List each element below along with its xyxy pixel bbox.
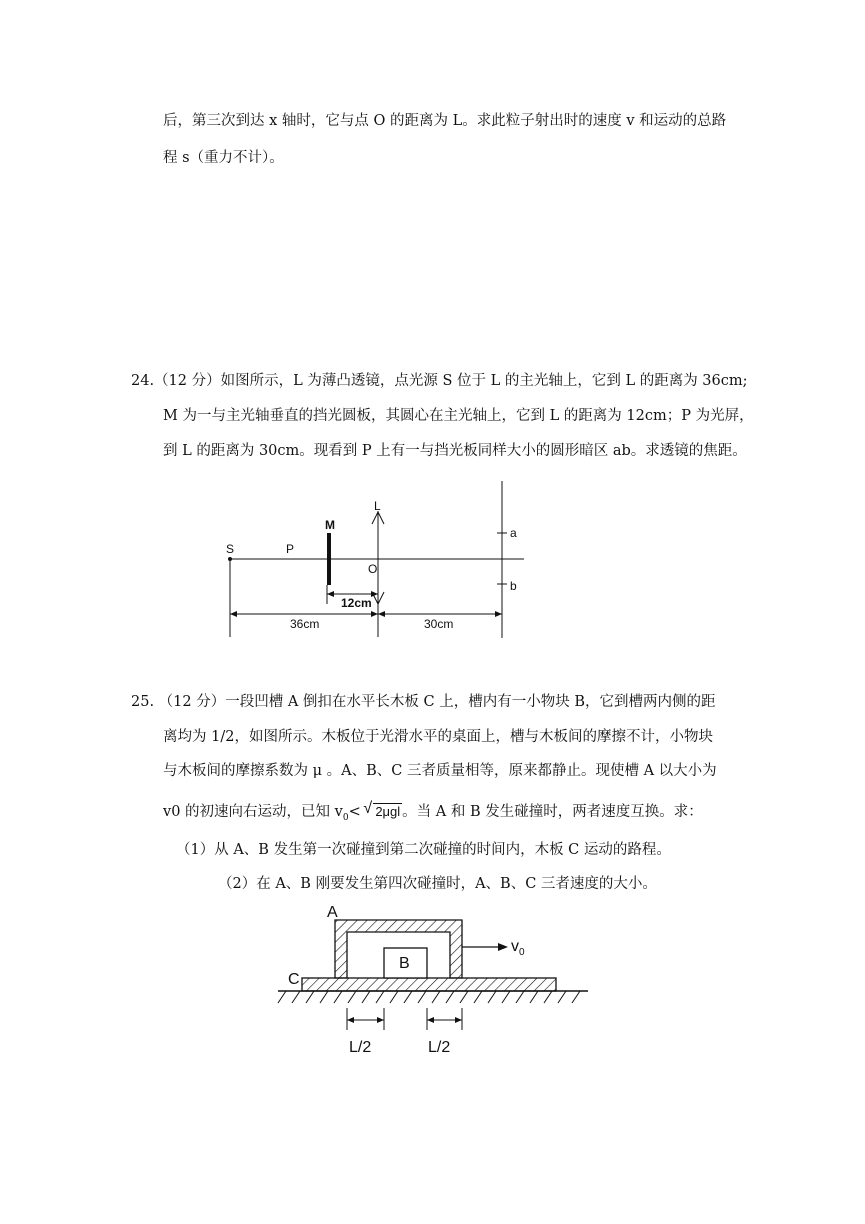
velocity-arrow-head xyxy=(498,943,508,951)
problem-24-line-1: 24.（12 分）如图所示，L 为薄凸透镜，点光源 S 位于 L 的主光轴上，它到 L 的距离为 36cm; xyxy=(131,373,748,389)
label-dim-right: L/2 xyxy=(428,1039,451,1056)
problem-25-line-2: 离均为 1/2，如图所示。木板位于光滑水平的桌面上，槽与木板间的摩擦不计，小物块 xyxy=(163,729,713,745)
label-s: S xyxy=(226,542,235,556)
label-b-block: B xyxy=(399,955,410,972)
label-p: P xyxy=(286,542,295,556)
v0-subscript: 0 xyxy=(342,812,349,823)
ground-hatching xyxy=(278,991,580,1003)
label-12cm: 12cm xyxy=(341,596,372,610)
label-l: L xyxy=(374,499,381,513)
label-m: M xyxy=(325,518,335,532)
sqrt-expression: √ 2μgl xyxy=(363,800,401,819)
prev-problem-line-2: 程 s（重力不计）。 xyxy=(163,150,284,166)
problem-25-line-1: 25. （12 分）一段凹槽 A 倒扣在水平长木板 C 上，槽内有一小物块 B，它到槽两内侧的距 xyxy=(131,694,716,710)
board-c xyxy=(302,978,556,991)
label-a: a xyxy=(510,526,517,540)
label-36cm: 36cm xyxy=(290,617,320,631)
sqrt-sign-icon: √ xyxy=(363,800,373,817)
problem-24-line-2: M 为一与主光轴垂直的挡光圆板，其圆心在主光轴上，它到 L 的距离为 12cm；P 为光屏， xyxy=(163,408,754,424)
label-30cm: 30cm xyxy=(424,617,454,631)
label-dim-left: L/2 xyxy=(349,1039,372,1056)
problem-25-question-1: （1）从 A、B 发生第一次碰撞到第二次碰撞的时间内，木板 C 运动的路程。 xyxy=(176,842,671,858)
label-c-board: C xyxy=(288,971,300,988)
problem-24-line-3: 到 L 的距离为 30cm。现看到 P 上有一与挡光板同样大小的圆形暗区 ab。求透镜的焦距。 xyxy=(163,443,747,459)
prev-problem-line-1: 后，第三次到达 x 轴时，它与点 O 的距离为 L。求此粒子射出时的速度 v 和运动的总路 xyxy=(163,113,727,129)
line-4-post: 。当 A 和 B 发生碰撞时，两者速度互换。求： xyxy=(402,804,703,820)
problem-25-question-2: （2）在 A、B 刚要发生第四次碰撞时，A、B、C 三者速度的大小。 xyxy=(218,876,657,892)
label-b: b xyxy=(510,579,517,593)
label-o: O xyxy=(368,562,378,576)
less-than: < xyxy=(348,804,361,820)
label-v0: $v_0$ xyxy=(511,938,525,958)
problem-25-line-3: 与木板间的摩擦系数为 μ 。A、B、C 三者质量相等，原来都静止。现使槽 A 以大小为 xyxy=(163,763,717,779)
line-4-pre: v0 的初速向右运动，已知 v xyxy=(163,804,343,820)
label-a-groove: A xyxy=(327,904,338,921)
